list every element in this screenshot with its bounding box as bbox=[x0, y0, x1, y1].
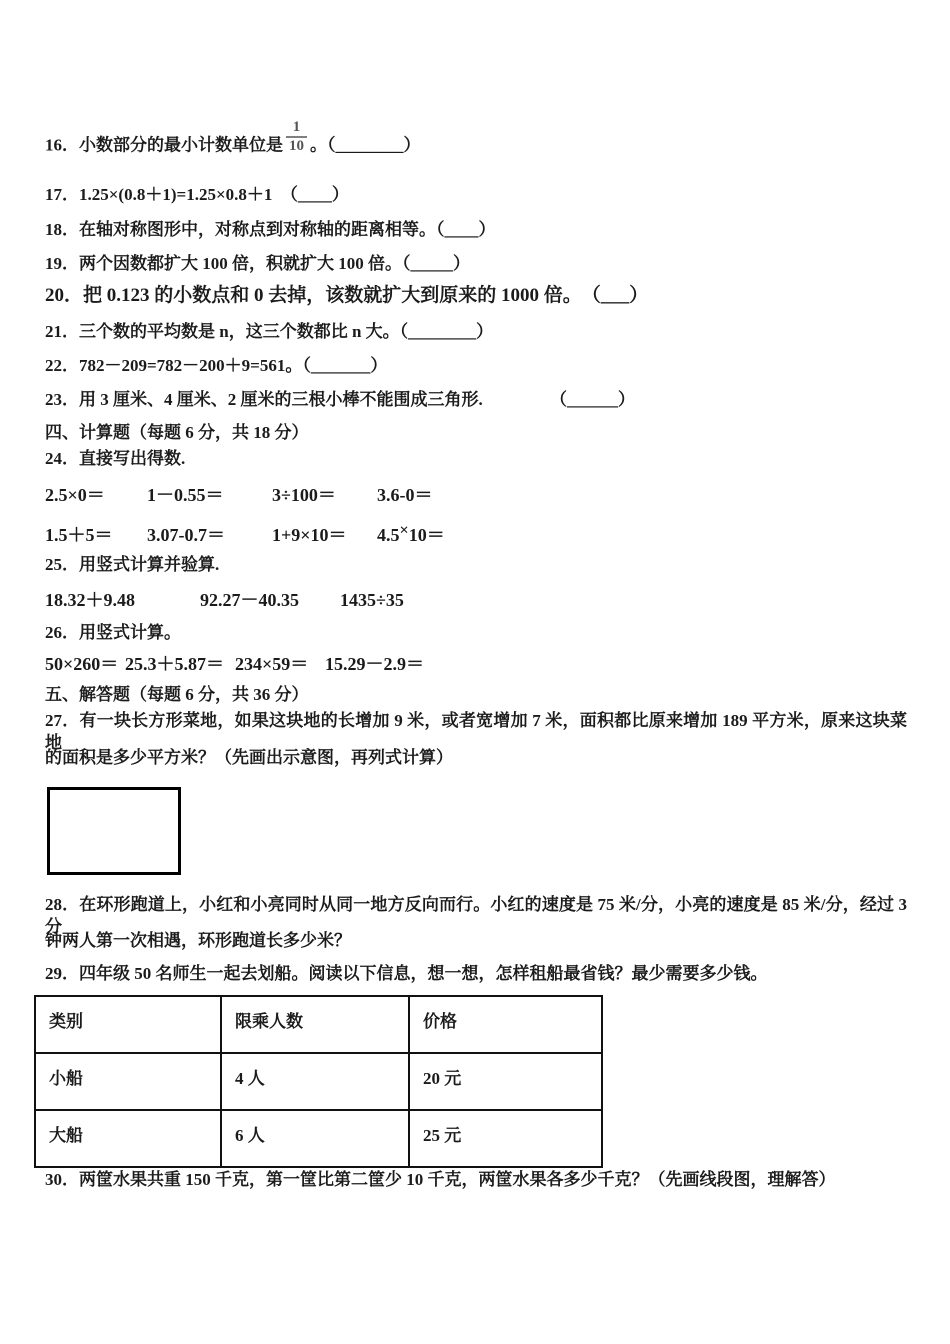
question-28-line1: 28．在环形跑道上，小红和小亮同时从同一地方反向而行。小红的速度是 75 米/分，小亮的速度是 85 米/分，经过 3 分 bbox=[45, 895, 907, 936]
fraction-1-10 bbox=[286, 119, 307, 156]
expression: 2.5×0＝ bbox=[45, 485, 105, 505]
boat-rental-table bbox=[34, 995, 603, 1168]
question-23-text: 23．用 3 厘米、4 厘米、2 厘米的三根小棒不能围成三角形. bbox=[45, 390, 483, 409]
question-22: 22．782－209=782－200＋9=561。（_______） bbox=[45, 356, 388, 375]
table-cell-capacity: 6 人 bbox=[221, 1110, 409, 1167]
question-24: 24．直接写出得数. bbox=[45, 449, 186, 468]
question-19: 19．两个因数都扩大 100 倍，积就扩大 100 倍。（_____） bbox=[45, 254, 470, 273]
section-4-header: 四、计算题（每题 6 分，共 18 分） bbox=[45, 423, 309, 442]
table-cell-price: 20 元 bbox=[409, 1053, 602, 1110]
expression: 18.32＋9.48 bbox=[45, 590, 135, 610]
question-20: 20．把 0.123 的小数点和 0 去掉，该数就扩大到原来的 1000 倍。 （___） bbox=[45, 285, 649, 306]
expression: 92.27－40.35 bbox=[200, 590, 299, 610]
expression: 50×260＝ bbox=[45, 654, 119, 674]
question-16-text: 16．小数部分的最小计数单位是 bbox=[45, 135, 283, 155]
fraction-denominator: 10 bbox=[286, 136, 307, 155]
expression: 3÷100＝ bbox=[272, 485, 336, 505]
question-30: 30．两筐水果共重 150 千克，第一筐比第二筐少 10 千克，两筐水果各多少千克？（先画线段图，理解答） bbox=[45, 1170, 836, 1189]
question-17: 17．1.25×(0.8＋1)=1.25×0.8＋1 （____） bbox=[45, 185, 349, 204]
table-cell-category: 大船 bbox=[35, 1110, 221, 1167]
expression: 25.3＋5.87＝ bbox=[125, 654, 224, 674]
question-29: 29．四年级 50 名师生一起去划船。阅读以下信息，想一想，怎样租船最省钱？最少需要多少钱。 bbox=[45, 964, 768, 983]
expression-rest: 10＝ bbox=[408, 525, 445, 545]
expression: 1.5＋5＝ bbox=[45, 525, 113, 545]
question-16 bbox=[45, 119, 421, 156]
question-27-line2: 的面积是多少平方米？（先画出示意图，再列式计算） bbox=[45, 748, 453, 767]
calc-row-24b bbox=[45, 519, 445, 546]
calc-row-26 bbox=[45, 653, 424, 675]
question-21: 21．三个数的平均数是 n，这三个数都比 n 大。（________） bbox=[45, 322, 494, 341]
table-cell-price: 25 元 bbox=[409, 1110, 602, 1167]
table-header-capacity: 限乘人数 bbox=[221, 996, 409, 1053]
expression: 234×59＝ bbox=[235, 654, 309, 674]
fraction-numerator: 1 bbox=[292, 119, 301, 135]
question-27-line1: 27．有一块长方形菜地，如果这块地的长增加 9 米，或者宽增加 7 米，面积都比原来增加 189 平方米，原来这块菜地 bbox=[45, 711, 907, 752]
expression-superscript-times bbox=[377, 519, 445, 546]
question-25: 25．用竖式计算并验算. bbox=[45, 555, 220, 574]
expression: 1+9×10＝ bbox=[272, 525, 347, 545]
section-5-header: 五、解答题（每题 6 分，共 36 分） bbox=[45, 685, 309, 704]
question-23-blank: （______） bbox=[550, 390, 635, 409]
calc-row-24a bbox=[45, 484, 433, 506]
question-26: 26．用竖式计算。 bbox=[45, 623, 181, 642]
expression: 3.07-0.7＝ bbox=[147, 525, 225, 545]
table-row bbox=[35, 1053, 602, 1110]
question-28-line2: 钟两人第一次相遇，环形跑道长多少米？ bbox=[45, 931, 351, 950]
times-superscript: × bbox=[399, 521, 409, 539]
question-18: 18．在轴对称图形中，对称点到对称轴的距离相等。（____） bbox=[45, 220, 496, 239]
expression: 3.6-0＝ bbox=[377, 485, 433, 505]
table-cell-category: 小船 bbox=[35, 1053, 221, 1110]
expression: 1435÷35 bbox=[340, 590, 404, 610]
calc-row-25 bbox=[45, 589, 404, 611]
table-header-row bbox=[35, 996, 602, 1053]
drawing-box bbox=[47, 787, 181, 875]
table-cell-capacity: 4 人 bbox=[221, 1053, 409, 1110]
table-row bbox=[35, 1110, 602, 1167]
expression: 1－0.55＝ bbox=[147, 485, 224, 505]
table-header-price: 价格 bbox=[409, 996, 602, 1053]
table-header-category: 类别 bbox=[35, 996, 221, 1053]
question-16-blank: 。（________） bbox=[310, 135, 421, 155]
expression-base: 4.5 bbox=[377, 525, 400, 545]
question-23 bbox=[45, 389, 635, 411]
expression: 15.29－2.9＝ bbox=[325, 654, 424, 674]
